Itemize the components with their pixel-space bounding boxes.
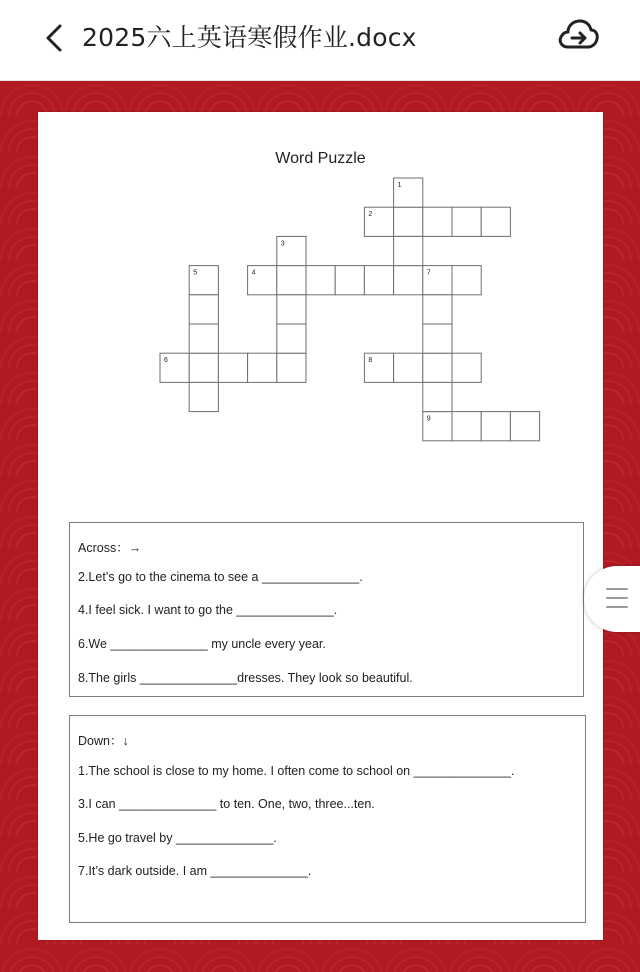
crossword-cell[interactable] <box>277 324 306 353</box>
crossword-cell[interactable] <box>189 382 218 411</box>
clue-number-9: 9 <box>426 415 431 423</box>
crossword-cell[interactable] <box>335 266 364 295</box>
crossword-cell[interactable] <box>218 353 247 382</box>
across-clue-4: 4.I feel sick. I want to go the ______________. <box>78 603 338 617</box>
crossword-cell[interactable] <box>481 207 510 236</box>
document-title: 2025六上英语寒假作业.docx <box>82 23 417 52</box>
clue-number-7: 7 <box>426 269 431 277</box>
down-clue-5: 5.He go travel by ______________. <box>78 831 277 845</box>
down-heading: Down：↓ <box>78 734 129 748</box>
menu-lines-icon <box>606 588 628 615</box>
crossword-cell[interactable] <box>189 324 218 353</box>
crossword-cell[interactable] <box>394 207 423 236</box>
crossword-cell[interactable] <box>423 207 452 236</box>
crossword-cell[interactable] <box>423 382 452 411</box>
crossword-cell[interactable] <box>452 207 481 236</box>
crossword-cell[interactable] <box>452 412 481 441</box>
crossword-cell[interactable] <box>277 353 306 382</box>
clue-number-4: 4 <box>251 269 256 277</box>
crossword-cell[interactable] <box>248 353 277 382</box>
crossword-cell[interactable] <box>423 295 452 324</box>
crossword-cell[interactable] <box>364 266 393 295</box>
across-clue-6: 6.We ______________ my uncle every year. <box>78 637 326 651</box>
crossword-cell[interactable] <box>277 266 306 295</box>
crossword-cell[interactable] <box>452 353 481 382</box>
clue-number-8: 8 <box>368 357 373 365</box>
crossword-cell[interactable] <box>510 412 539 441</box>
crossword-cell[interactable] <box>481 412 510 441</box>
clue-number-6: 6 <box>164 357 168 365</box>
clue-number-3: 3 <box>280 240 285 248</box>
cloud-upload-icon[interactable] <box>556 16 600 54</box>
top-bar <box>0 0 640 81</box>
crossword-cell[interactable] <box>423 353 452 382</box>
crossword-cell[interactable] <box>423 324 452 353</box>
crossword-cell[interactable] <box>306 266 335 295</box>
down-clue-1: 1.The school is close to my home. I often come to school on ______________. <box>78 764 515 778</box>
down-clues-box <box>69 715 586 923</box>
crossword-cell[interactable] <box>189 295 218 324</box>
down-clue-3: 3.I can ______________ to ten. One, two, three...ten. <box>78 797 375 811</box>
chevron-left-icon[interactable] <box>38 20 74 56</box>
across-clue-2: 2.Let’s go to the cinema to see a ______________. <box>78 570 363 584</box>
crossword-grid <box>38 112 603 472</box>
crossword-cell[interactable] <box>394 236 423 265</box>
clue-number-5: 5 <box>193 269 198 277</box>
document-page[interactable] <box>38 112 603 940</box>
across-heading: Across：→ <box>78 541 142 555</box>
clue-number-1: 1 <box>397 182 402 189</box>
crossword-cell[interactable] <box>277 295 306 324</box>
clue-number-2: 2 <box>368 211 373 219</box>
crossword-cell[interactable] <box>452 266 481 295</box>
down-clue-7: 7.It’s dark outside. I am ______________. <box>78 864 312 878</box>
puzzle-title: Word Puzzle <box>275 150 366 167</box>
crossword-cell[interactable] <box>394 353 423 382</box>
across-clues-box <box>69 522 584 697</box>
across-clue-8: 8.The girls ______________dresses. They look so beautiful. <box>78 671 413 685</box>
crossword-cell[interactable] <box>189 353 218 382</box>
crossword-cell[interactable] <box>394 266 423 295</box>
